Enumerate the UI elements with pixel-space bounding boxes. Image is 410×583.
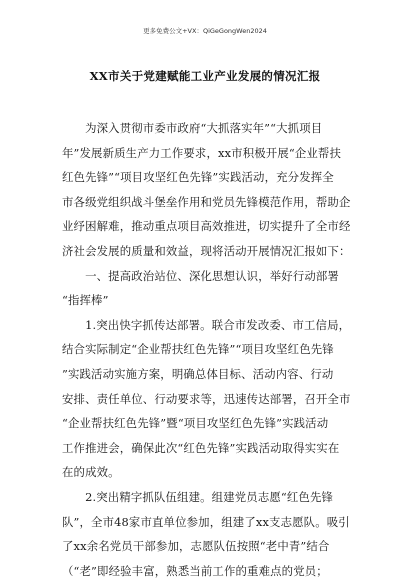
body-line: “企业帮扶红色先锋”暨“项目攻坚红色先锋”实践活动 [62,416,329,431]
body-line: 济社会发展的质量和效益，现将活动开展情况汇报如下： [62,243,351,258]
body-line: 业纾困解难，推动重点项目高效推进，切实提升了全市经 [62,219,351,234]
body-line: 工作推进会，确保此次“红色先锋”实践活动取得实实在 [62,440,340,455]
document-title: XX市关于党建赋能工业产业发展的情况汇报 [89,69,321,83]
body-line: 2.突出精字抓队伍组建。组建党员志愿“红色先锋 [62,489,334,504]
body-line: “指挥棒” [62,293,109,308]
body-line: 了xx余名党员干部参加，志愿队伍按照“老中青”结合 [62,539,330,554]
header-note: 更多免费公文+VX：QiGeGongWen2024 [143,27,267,35]
body-line: 1.突出快字抓传达部署。联合市发改委、市工信局， [62,317,351,332]
body-line: 结合实际制定“企业帮扶红色先锋”“项目攻坚红色先锋 [62,342,334,357]
body-line: 一、提高政治站位、深化思想认识，举好行动部署 [62,268,339,283]
body-line: 安排、责任单位、行动要求等，迅速传达部署，召开全市 [62,391,351,406]
document-body [62,116,354,583]
body-line: 为深入贯彻市委市政府“大抓落实年”“大抓项目 [62,121,323,135]
body-line: ”实践活动实施方案，明确总体目标、活动内容、行动 [62,366,334,381]
body-line: 市各级党组织战斗堡垒作用和党员先锋模范作用，帮助企 [62,194,351,209]
body-line: （“老”即经验丰富，熟悉当前工作的重难点的党员； [62,563,328,578]
body-line: 队”，全市48家市直单位参加，组建了xx支志愿队。吸引 [62,514,350,529]
body-line: 在的成效。 [62,465,120,480]
body-line: 年”发展新质生产力工作要求，xx市积极开展“企业帮扶 [62,145,341,160]
body-line: 红色先锋”“项目攻坚红色先锋”实践活动，充分发挥全 [62,170,334,185]
